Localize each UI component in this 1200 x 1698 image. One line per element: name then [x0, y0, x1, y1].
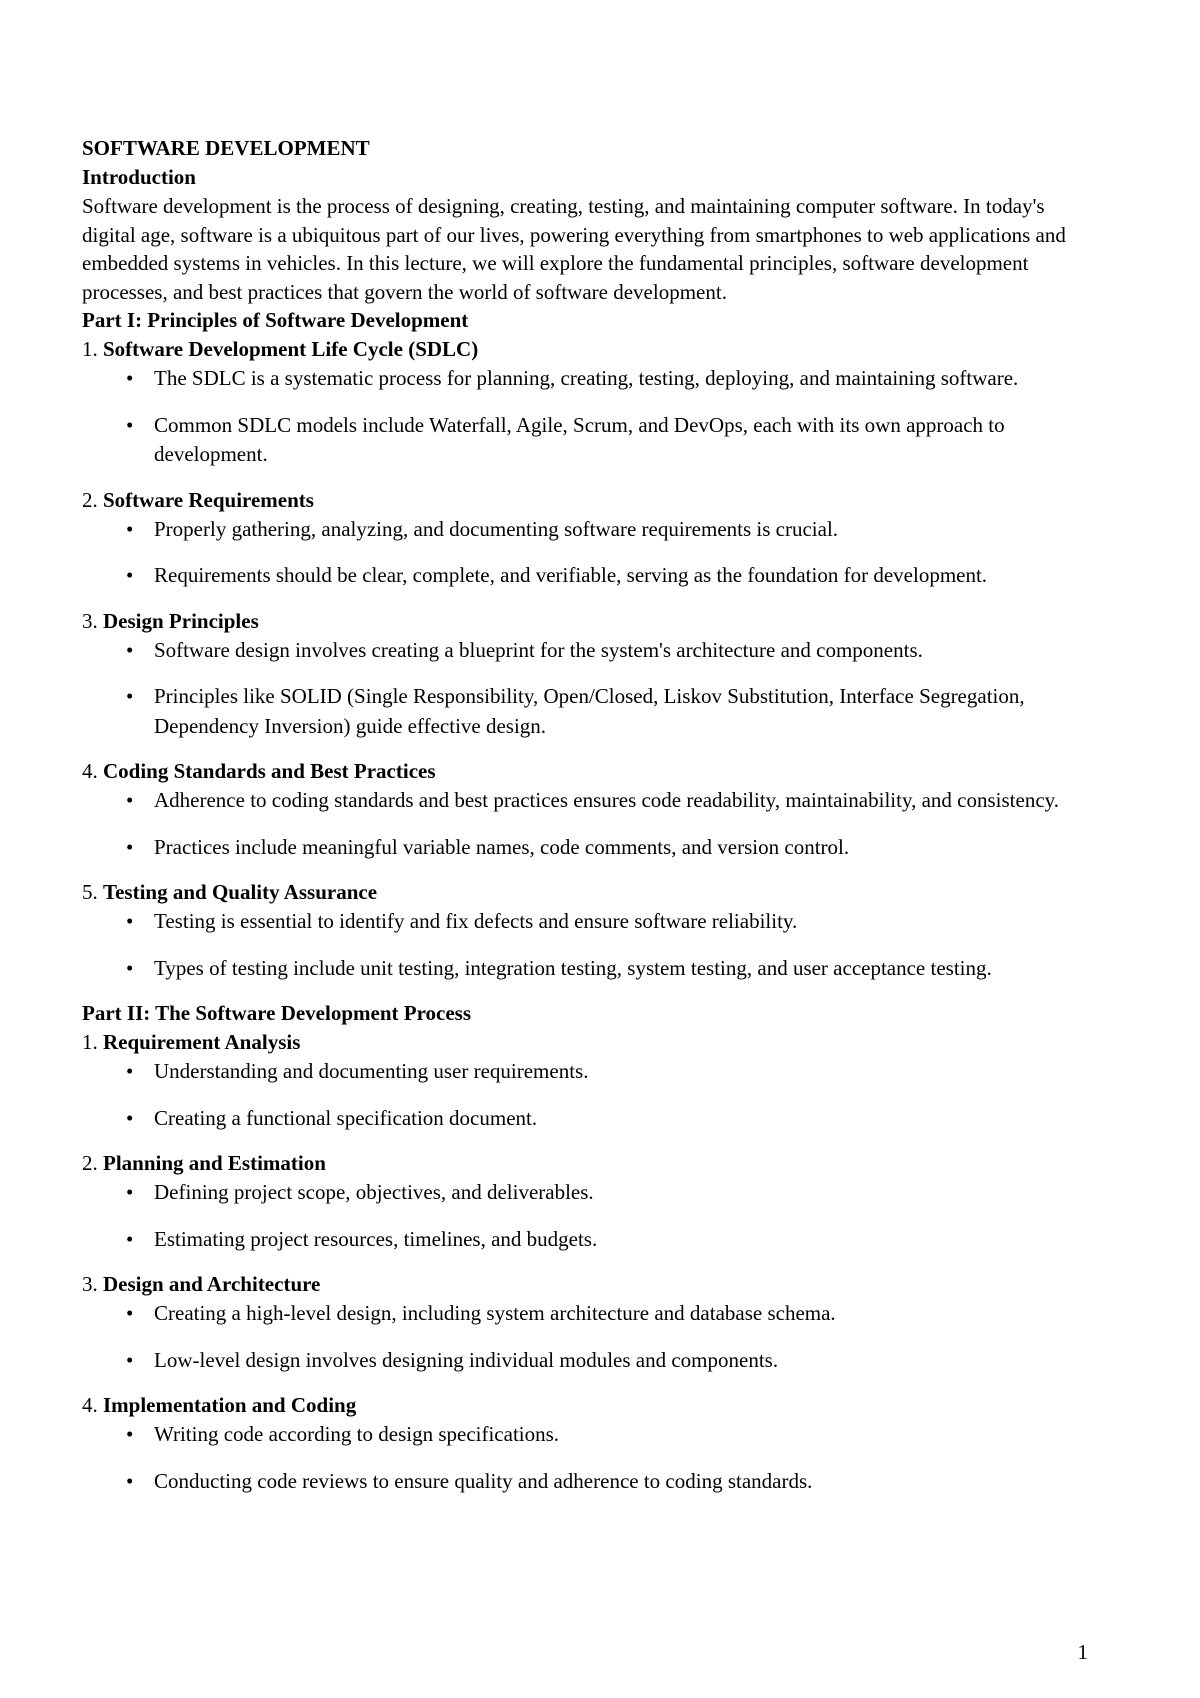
bullet-list — [82, 515, 1080, 591]
section-heading — [82, 607, 1080, 636]
bullet-list — [82, 1178, 1080, 1254]
document-title: SOFTWARE DEVELOPMENT — [82, 136, 370, 160]
section-heading — [82, 1270, 1080, 1299]
section — [82, 335, 1080, 470]
part2-sections — [82, 1028, 1080, 1496]
part1-heading: Part I: Principles of Software Development — [82, 308, 469, 332]
bullet-item: • Defining project scope, objectives, and deliverables. — [82, 1178, 1080, 1208]
bullet-item: • Low-level design involves designing individual modules and components. — [82, 1346, 1080, 1376]
section-number: 5. — [82, 880, 98, 904]
section-title: Software Development Life Cycle (SDLC) — [103, 337, 479, 361]
section-number: 4. — [82, 759, 98, 783]
section-number: 2. — [82, 1151, 98, 1175]
intro-paragraph: Software development is the process of designing, creating, testing, and maintaining computer software. In today's digital age, software is a ubiquitous part of our lives, powering everything from smartphones to web applications and embedded systems in vehicles. In this lecture, we will explore the fundamental principles, software development processes, and best practices that govern the world of software development. — [82, 194, 1066, 304]
section-title: Design and Architecture — [103, 1272, 321, 1296]
bullet-item: • Requirements should be clear, complete, and verifiable, serving as the foundation for development. — [82, 561, 1080, 591]
section-title: Implementation and Coding — [103, 1393, 357, 1417]
bullet-item: • Types of testing include unit testing, integration testing, system testing, and user acceptance testing. — [82, 954, 1080, 984]
section-heading — [82, 1028, 1080, 1057]
bullet-list — [82, 636, 1080, 742]
bullet-list — [82, 907, 1080, 983]
bullet-item: • Conducting code reviews to ensure quality and adherence to coding standards. — [82, 1467, 1080, 1497]
section-heading — [82, 1391, 1080, 1420]
bullet-item: • Writing code according to design specifications. — [82, 1420, 1080, 1450]
section-title: Software Requirements — [103, 487, 314, 512]
bullet-list — [82, 364, 1080, 470]
bullet-item: • Practices include meaningful variable names, code comments, and version control. — [82, 833, 1080, 863]
section-title: Requirement Analysis — [103, 1030, 301, 1054]
bullet-list — [82, 1057, 1080, 1133]
bullet-item: • Adherence to coding standards and best practices ensures code readability, maintainability, and consistency. — [82, 786, 1080, 816]
section-title: Testing and Quality Assurance — [103, 880, 378, 904]
part1-sections — [82, 335, 1080, 983]
part2-heading: Part II: The Software Development Process — [82, 1001, 472, 1025]
section-number: 1. — [82, 337, 98, 361]
section — [82, 486, 1080, 591]
bullet-item: • Common SDLC models include Waterfall, Agile, Scrum, and DevOps, each with its own approach to development. — [82, 411, 1080, 470]
section — [82, 1391, 1080, 1496]
bullet-item: • Understanding and documenting user requirements. — [82, 1057, 1080, 1087]
section — [82, 757, 1080, 862]
bullet-item: • Creating a functional specification document. — [82, 1104, 1080, 1134]
bullet-item: • Creating a high-level design, including system architecture and database schema. — [82, 1299, 1080, 1329]
bullet-item: • Properly gathering, analyzing, and documenting software requirements is crucial. — [82, 515, 1080, 545]
section-heading — [82, 1149, 1080, 1178]
section — [82, 1270, 1080, 1375]
bullet-list — [82, 1420, 1080, 1496]
page-number: 1 — [1077, 1640, 1088, 1664]
bullet-list — [82, 786, 1080, 862]
section-heading — [82, 757, 1080, 786]
section-heading — [82, 878, 1080, 907]
bullet-item: • Testing is essential to identify and fix defects and ensure software reliability. — [82, 907, 1080, 937]
section — [82, 607, 1080, 742]
bullet-item: • The SDLC is a systematic process for planning, creating, testing, deploying, and maintaining software. — [82, 364, 1080, 394]
bullet-list — [82, 1299, 1080, 1375]
section — [82, 1028, 1080, 1133]
section-number: 4. — [82, 1393, 98, 1417]
bullet-item: • Estimating project resources, timelines, and budgets. — [82, 1225, 1080, 1255]
section-number: 3. — [82, 608, 98, 633]
intro-heading: Introduction — [82, 165, 196, 189]
section-title: Design Principles — [103, 608, 259, 633]
section-title: Planning and Estimation — [103, 1151, 326, 1175]
section-number: 3. — [82, 1272, 98, 1296]
section-title: Coding Standards and Best Practices — [103, 759, 436, 783]
section — [82, 1149, 1080, 1254]
bullet-item: • Software design involves creating a blueprint for the system's architecture and components. — [82, 636, 1080, 666]
bullet-item: • Principles like SOLID (Single Responsibility, Open/Closed, Liskov Substitution, Interface Segregation, Dependency Inversion) guide effective design. — [82, 682, 1080, 741]
section — [82, 878, 1080, 983]
section-heading — [82, 335, 1080, 364]
section-number: 1. — [82, 1030, 98, 1054]
section-heading — [82, 486, 1080, 515]
section-number: 2. — [82, 487, 98, 512]
